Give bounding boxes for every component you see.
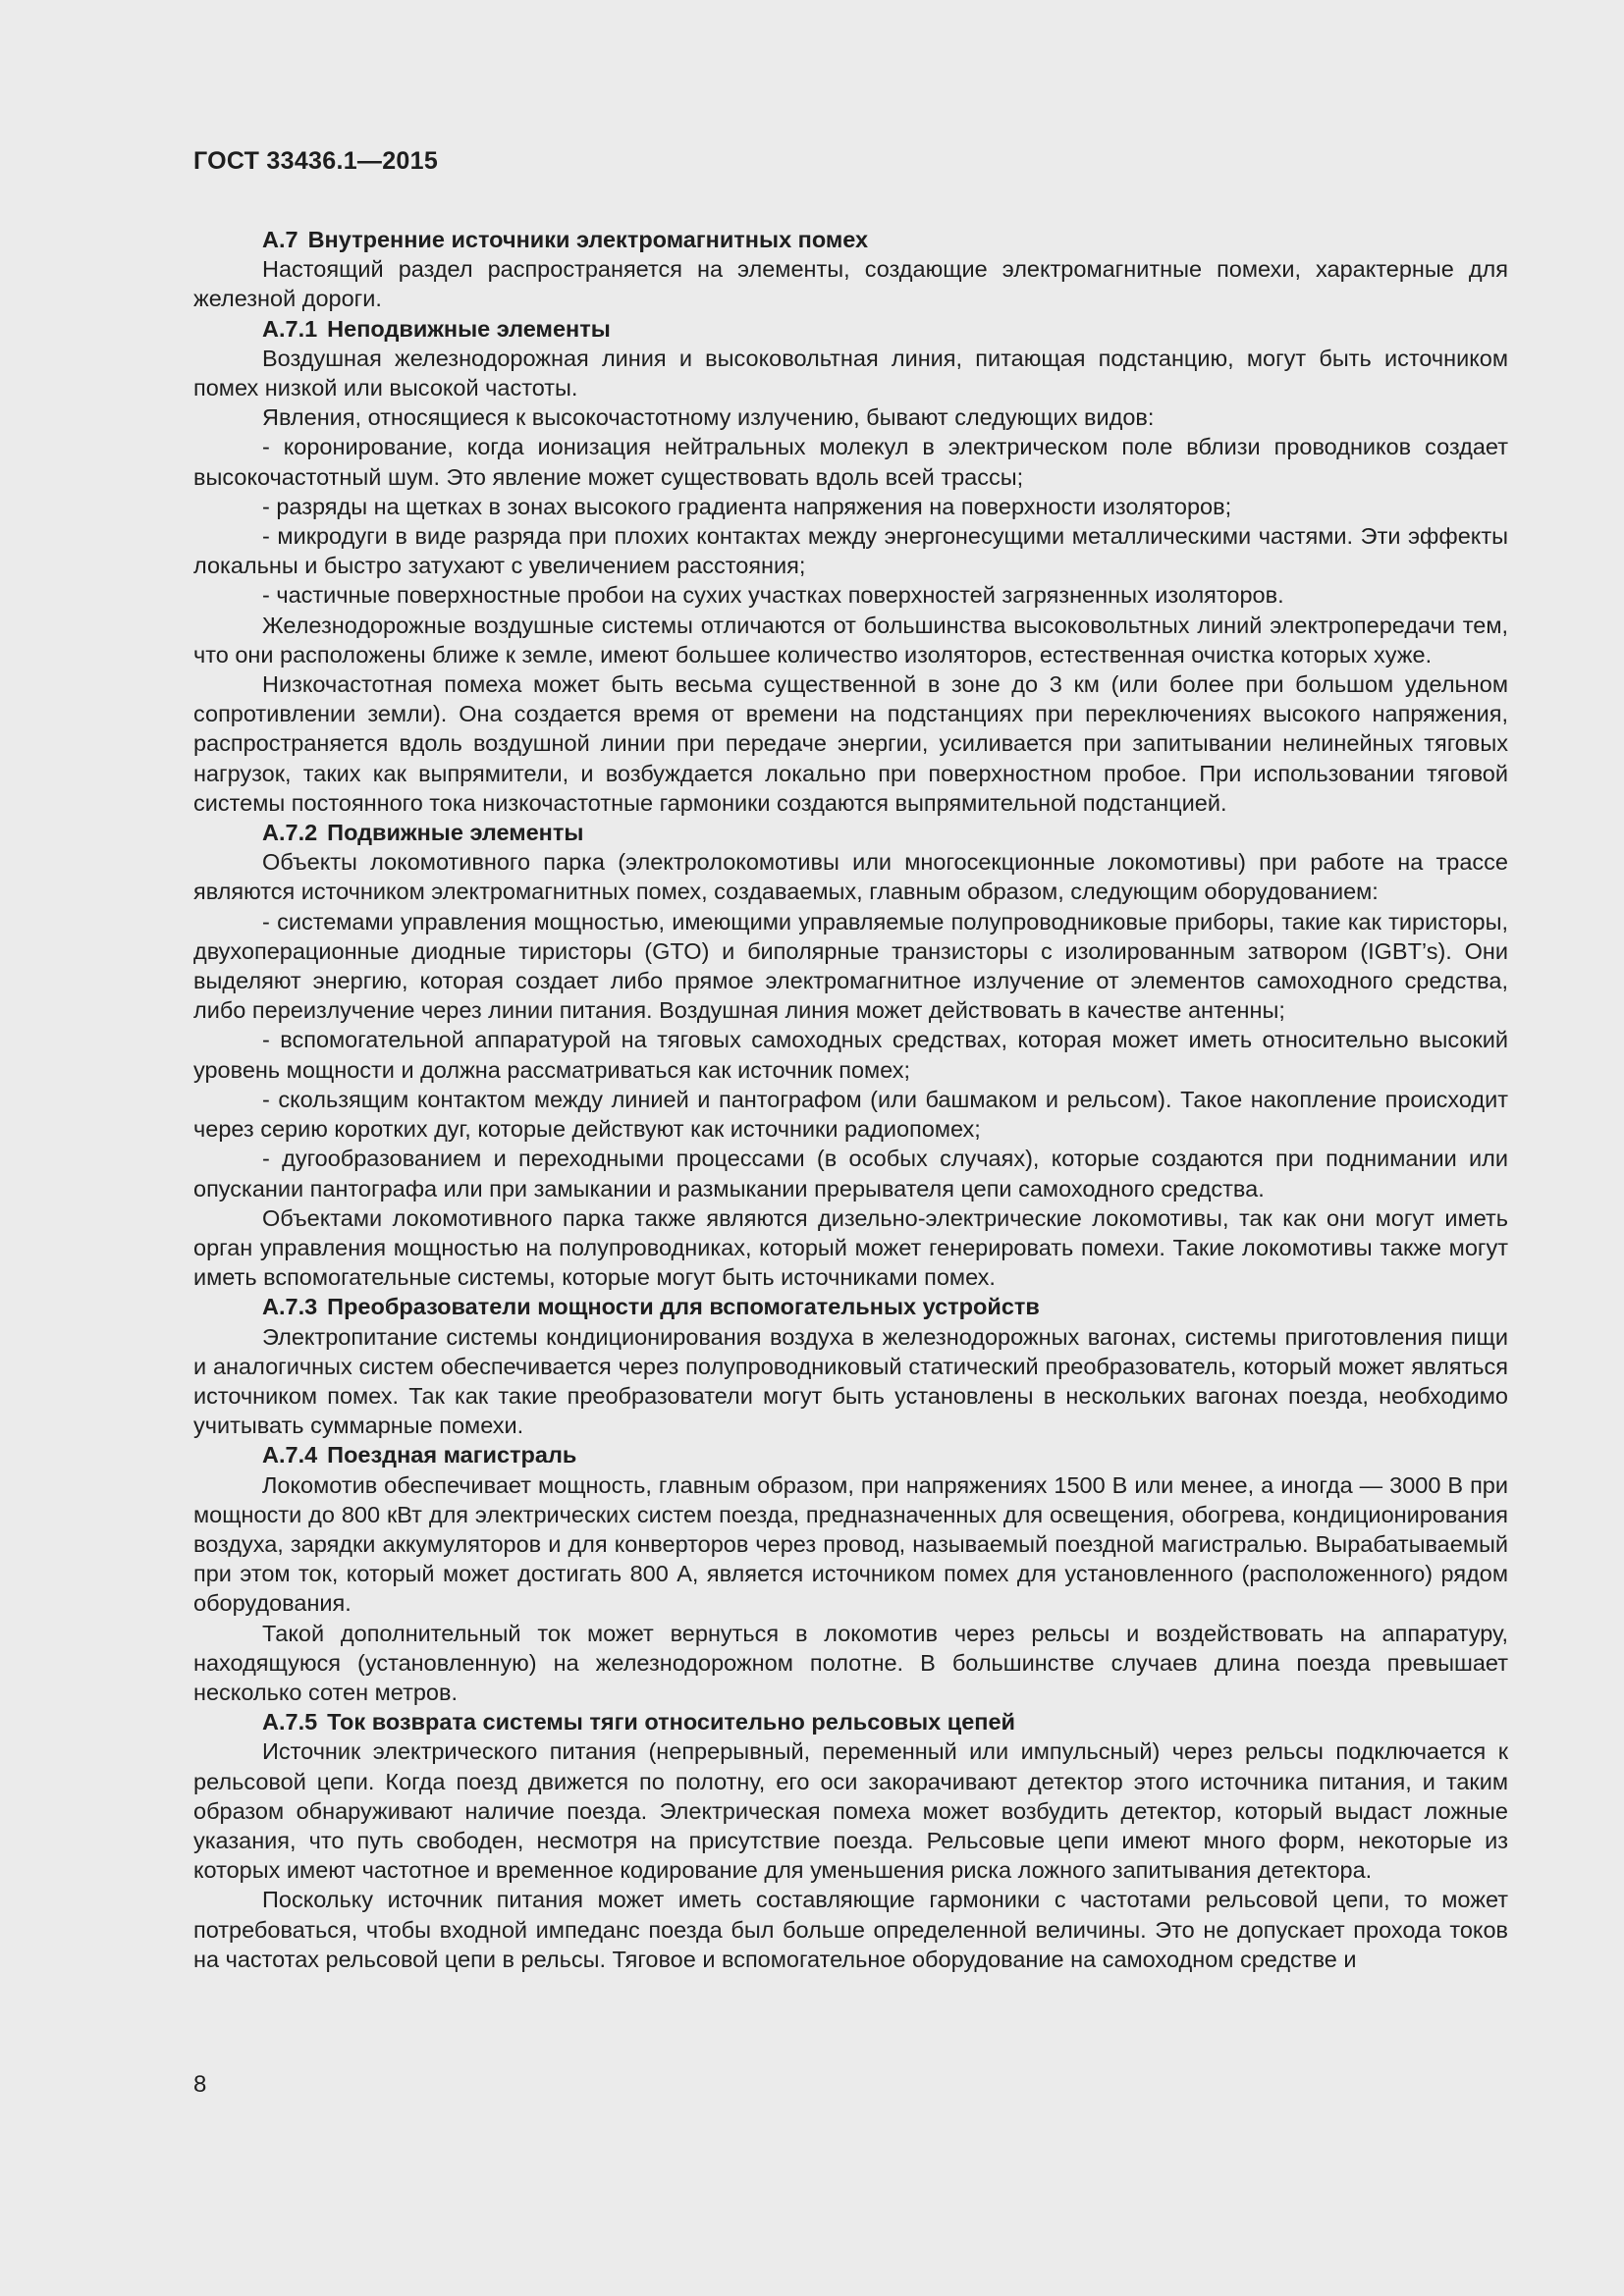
section-title: Подвижные элементы <box>327 820 584 846</box>
document-body <box>193 225 1508 1974</box>
section-number: А.7.2 <box>262 820 318 846</box>
section-number: А.7.3 <box>262 1294 318 1320</box>
section-number: А.7 <box>262 227 298 252</box>
section-heading <box>193 818 1508 847</box>
paragraph: - вспомогательной аппаратурой на тяговых самоходных средствах, которая может иметь относительно высокий уровень мощности и должна рассматриваться как источник помех; <box>193 1027 1508 1083</box>
paragraph: Низкочастотная помеха может быть весьма существенной в зоне до 3 км (или более при большом удельном сопротивлении земли). Она создается время от времени на подстанциях при переключениях высокого напряжения, распространяется вдоль воздушной линии при передаче энергии, усиливается при запитывании нелинейных тяговых нагрузок, таких как выпрямители, и возбуждается локально при поверхностном пробое. При использовании тяговой системы постоянного тока низкочастотные гармоники создаются выпрямительной подстанцией. <box>193 671 1508 816</box>
paragraph: Объектами локомотивного парка также являются дизельно-электрические локомотивы, так как они могут иметь орган управления мощностью на полупроводниках, который может генерировать помехи. Такие локомотивы также могут иметь вспомогательные системы, которые могут быть источниками помех. <box>193 1204 1508 1291</box>
paragraph: - частичные поверхностные пробои на сухих участках поверхностей загрязненных изоляторов. <box>262 582 1284 609</box>
page-number: 8 <box>193 2071 207 2098</box>
paragraph: - коронирование, когда ионизация нейтральных молекул в электрическом поле вблизи проводников создает высокочастотный шум. Это явление может существовать вдоль всей трассы; <box>193 434 1508 490</box>
section-heading <box>193 225 1508 254</box>
paragraph: Такой дополнительный ток может вернуться в локомотив через рельсы и воздействовать на аппаратуру, находящуюся (установленную) на железнодорожном полотне. В большинстве случаев длина поезда превышает несколько сотен метров. <box>193 1620 1508 1705</box>
section-heading <box>193 1292 1508 1321</box>
paragraph: Локомотив обеспечивает мощность, главным образом, при напряжениях 1500 В или менее, а иногда — 3000 В при мощности до 800 кВт для электрических систем поезда, предназначенных для освещения, обогрева, кондиционирования воздуха, зарядки аккумуляторов и для конверторов через провод, называемый поездной магистралью. Вырабатываемый при этом ток, который может достигать 800 А, является источником помех для установленного (расположенного) рядом оборудования. <box>193 1471 1508 1617</box>
section-heading <box>193 314 1508 344</box>
paragraph: Железнодорожные воздушные системы отличаются от большинства высоковольтных линий электропередачи тем, что они расположены ближе к земле, имеют большее количество изоляторов, естественная очистка которых хуже. <box>193 612 1508 667</box>
paragraph: - системами управления мощностью, имеющими управляемые полупроводниковые приборы, такие как тиристоры, двухоперационные диодные тиристоры (GTO) и биполярные транзисторы с изолированным затвором (IGBT’s). Они выделяют энергию, которая создает либо прямое электромагнитное излучение от элементов самоходного средства, либо переизлучение через линии питания. Воздушная линия может действовать в качестве антенны; <box>193 908 1508 1024</box>
paragraph: - микродуги в виде разряда при плохих контактах между энергонесущими металлическими частями. Эти эффекты локальны и быстро затухают с увеличением расстояния; <box>193 523 1508 579</box>
paragraph: Воздушная железнодорожная линия и высоковольтная линия, питающая подстанцию, могут быть источником помех низкой или высокой частоты. <box>193 345 1508 401</box>
paragraph: Явления, относящиеся к высокочастотному излучению, бывают следующих видов: <box>262 404 1155 431</box>
paragraph: Поскольку источник питания может иметь составляющие гармоники с частотами рельсовой цепи, то может потребоваться, чтобы входной импеданс поезда был больше определенной величины. Это не допускает прохода токов на частотах рельсовой цепи в рельсы. Тяговое и вспомогательное оборудование на самоходном средстве и <box>193 1887 1508 1972</box>
section-title: Поездная магистраль <box>327 1442 577 1468</box>
section-number: А.7.1 <box>262 315 318 342</box>
paragraph: - скользящим контактом между линией и пантографом (или башмаком и рельсом). Такое накопление происходит через серию коротких дуг, которые действуют как источники радиопомех; <box>193 1086 1508 1143</box>
section-number: А.7.4 <box>262 1442 318 1468</box>
section-number: А.7.5 <box>262 1709 318 1735</box>
section-title: Ток возврата системы тяги относительно рельсовых цепей <box>327 1709 1015 1735</box>
section-title: Неподвижные элементы <box>327 315 611 342</box>
document-header: ГОСТ 33436.1—2015 <box>193 147 439 175</box>
paragraph: Электропитание системы кондиционирования воздуха в железнодорожных вагонах, системы приготовления пищи и аналогичных систем обеспечивается через полупроводниковый статический преобразователь, который может являться источником помех. Так как такие преобразователи могут быть установлены в нескольких вагонах поезда, необходимо учитывать суммарные помехи. <box>193 1323 1508 1439</box>
section-title: Внутренние источники электромагнитных помех <box>307 227 869 252</box>
section-heading <box>193 1440 1508 1469</box>
paragraph: Объекты локомотивного парка (электролокомотивы или многосекционные локомотивы) при работе на трассе являются источником электромагнитных помех, создаваемых, главным образом, следующим оборудованием: <box>193 849 1508 905</box>
section-heading <box>193 1707 1508 1736</box>
paragraph: Источник электрического питания (непрерывный, переменный или импульсный) через рельсы подключается к рельсовой цепи. Когда поезд движется по полотну, его оси закорачивают детектор этого источника питания, и таким образом обнаруживают наличие поезда. Электрическая помеха может возбудить детектор, который выдаст ложные указания, что путь свободен, несмотря на присутствие поезда. Рельсовые цепи имеют много форм, некоторые из которых имеют частотное и временное кодирование для уменьшения риска ложного запитывания детектора. <box>193 1738 1508 1884</box>
paragraph: Настоящий раздел распространяется на элементы, создающие электромагнитные помехи, характерные для железной дороги. <box>193 256 1508 312</box>
paragraph: - разряды на щетках в зонах высокого градиента напряжения на поверхности изоляторов; <box>262 493 1232 519</box>
paragraph: - дугообразованием и переходными процессами (в особых случаях), которые создаются при поднимании или опускании пантографа или при замыкании и размыкании прерывателя цепи самоходного средства. <box>193 1146 1508 1201</box>
section-title: Преобразователи мощности для вспомогательных устройств <box>327 1294 1040 1320</box>
